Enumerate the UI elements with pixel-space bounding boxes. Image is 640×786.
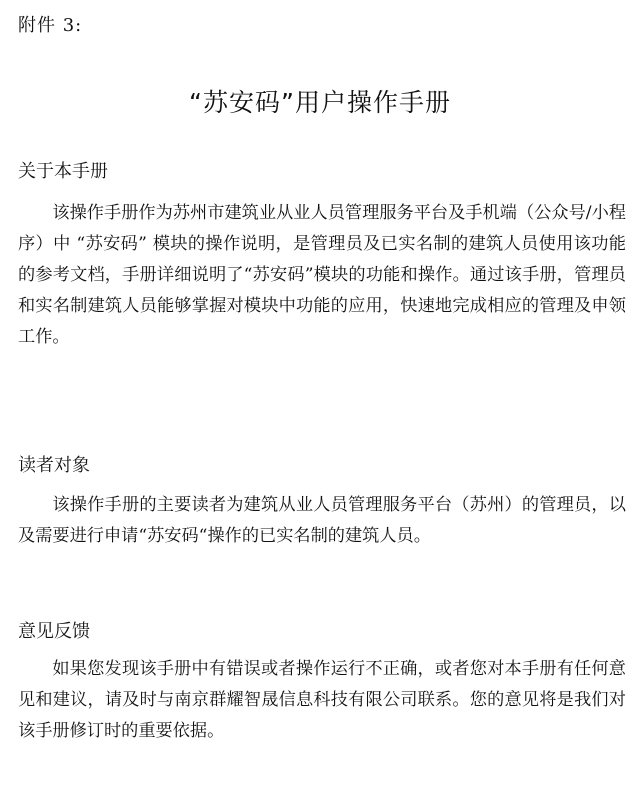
section-body-about: 该操作手册作为苏州市建筑业从业人员管理服务平台及手机端（公众号/小程序）中 “苏安码” 模块的操作说明，是管理员及已实名制的建筑人员使用该功能的参考文档，手册详细说明了“苏安码”模块的功能和操作。通过该手册，管理员和实名制建筑人员能够掌握对模块中功能的应用，快速地完成相应的管理及申领工作。	[18, 203, 626, 347]
section-heading-audience: 读者对象	[18, 455, 90, 476]
section-heading-about: 关于本手册	[18, 161, 108, 182]
section-heading-feedback: 意见反馈	[18, 621, 90, 642]
document-title: “苏安码”用户操作手册	[189, 88, 451, 117]
section-body-feedback: 如果您发现该手册中有错误或者操作运行不正确，或者您对本手册有任何意见和建议，请及时与南京群耀智晟信息科技有限公司联系。您的意见将是我们对该手册修订时的重要依据。	[18, 659, 626, 741]
section-body-audience: 该操作手册的主要读者为建筑从业人员管理服务平台（苏州）的管理员，以及需要进行申请“苏安码“操作的已实名制的建筑人员。	[18, 495, 626, 546]
attachment-label: 附件 3:	[18, 15, 83, 36]
